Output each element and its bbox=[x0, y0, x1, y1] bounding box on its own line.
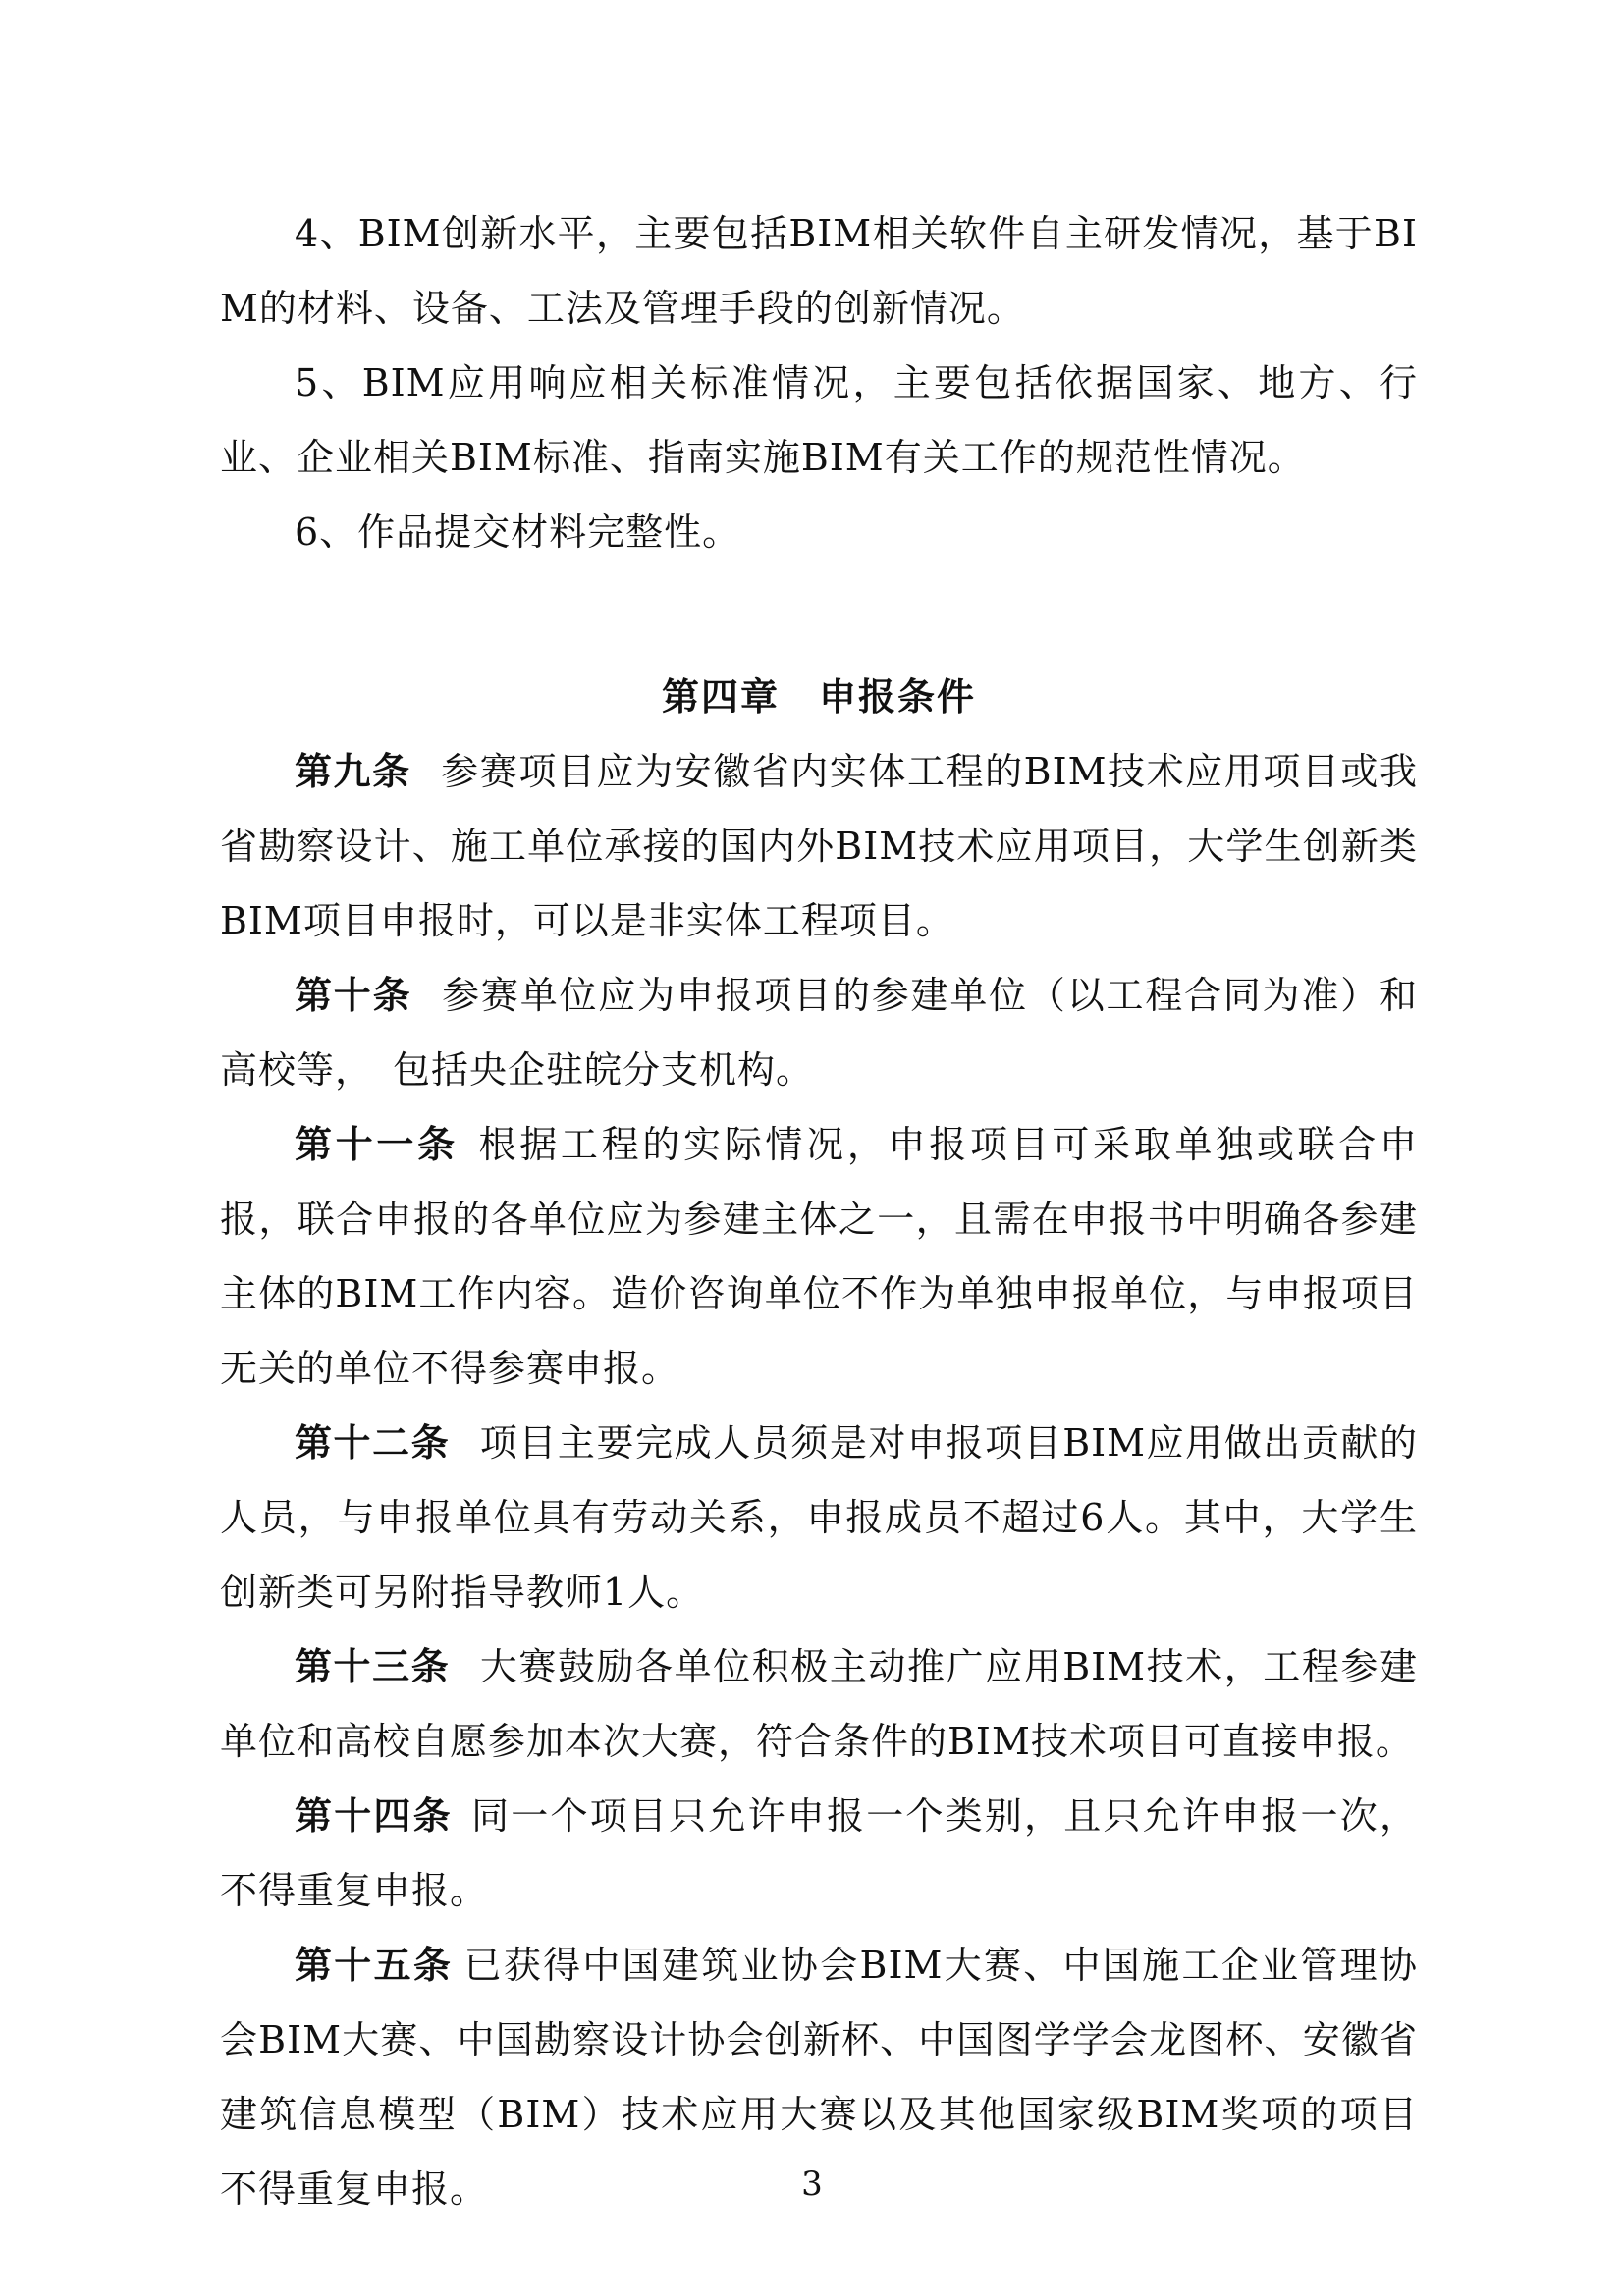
article-text: 同一个项目只允许申报一个类别，且只允许申报一次，不得重复申报。 bbox=[220, 1794, 1418, 1912]
criteria-item-4: 4、BIM创新水平，主要包括BIM相关软件自主研发情况，基于BIM的材料、设备、工法及管理手段的创新情况。 bbox=[220, 212, 1418, 330]
article-text: 大赛鼓励各单位积极主动推广应用BIM技术，工程参建单位和高校自愿参加本次大赛，符合条件的BIM技术项目可直接申报。 bbox=[220, 1645, 1418, 1763]
article-label: 第十五条 bbox=[295, 1944, 454, 1987]
criteria-item-5: 5、BIM应用响应相关标准情况，主要包括依据国家、地方、行业、企业相关BIM标准、指南实施BIM有关工作的规范性情况。 bbox=[220, 361, 1418, 479]
page-content bbox=[220, 196, 1418, 2226]
article-9 bbox=[220, 734, 1418, 958]
article-12 bbox=[220, 1406, 1418, 1629]
article-label: 第十一条 bbox=[295, 1123, 459, 1166]
article-label: 第十三条 bbox=[295, 1645, 451, 1688]
page-number: 3 bbox=[801, 2164, 823, 2204]
article-14 bbox=[220, 1779, 1418, 1928]
criteria-item-6: 6、作品提交材料完整性。 bbox=[295, 510, 741, 554]
article-10 bbox=[220, 958, 1418, 1107]
article-text: 根据工程的实际情况，申报项目可采取单独或联合申报，联合申报的各单位应为参建主体之一，且需在申报书中明确各参建主体的BIM工作内容。造价咨询单位不作为单独申报单位，与申报项目无关的单位不得参赛申报。 bbox=[220, 1123, 1418, 1390]
article-label: 第十四条 bbox=[295, 1794, 453, 1838]
article-label: 第九条 bbox=[295, 750, 411, 793]
chapter-title: 第四章 申报条件 bbox=[661, 675, 976, 719]
article-text: 参赛项目应为安徽省内实体工程的BIM技术应用项目或我省勘察设计、施工单位承接的国内外BIM技术应用项目，大学生创新类BIM项目申报时，可以是非实体工程项目。 bbox=[220, 750, 1418, 942]
article-text: 参赛单位应为申报项目的参建单位（以工程合同为准）和高校等， 包括央企驻皖分支机构。 bbox=[220, 974, 1418, 1092]
article-text: 已获得中国建筑业协会BIM大赛、中国施工企业管理协会BIM大赛、中国勘察设计协会创新杯、中国图学学会龙图杯、安徽省建筑信息模型（BIM）技术应用大赛以及其他国家级BIM奖项的项目不得重复申报。 bbox=[220, 1944, 1418, 2211]
article-text: 项目主要完成人员须是对申报项目BIM应用做出贡献的人员，与申报单位具有劳动关系，申报成员不超过6人。其中，大学生创新类可另附指导教师1人。 bbox=[220, 1421, 1418, 1614]
article-11 bbox=[220, 1107, 1418, 1406]
article-label: 第十条 bbox=[295, 974, 412, 1017]
article-13 bbox=[220, 1629, 1418, 1779]
article-label: 第十二条 bbox=[295, 1421, 451, 1465]
